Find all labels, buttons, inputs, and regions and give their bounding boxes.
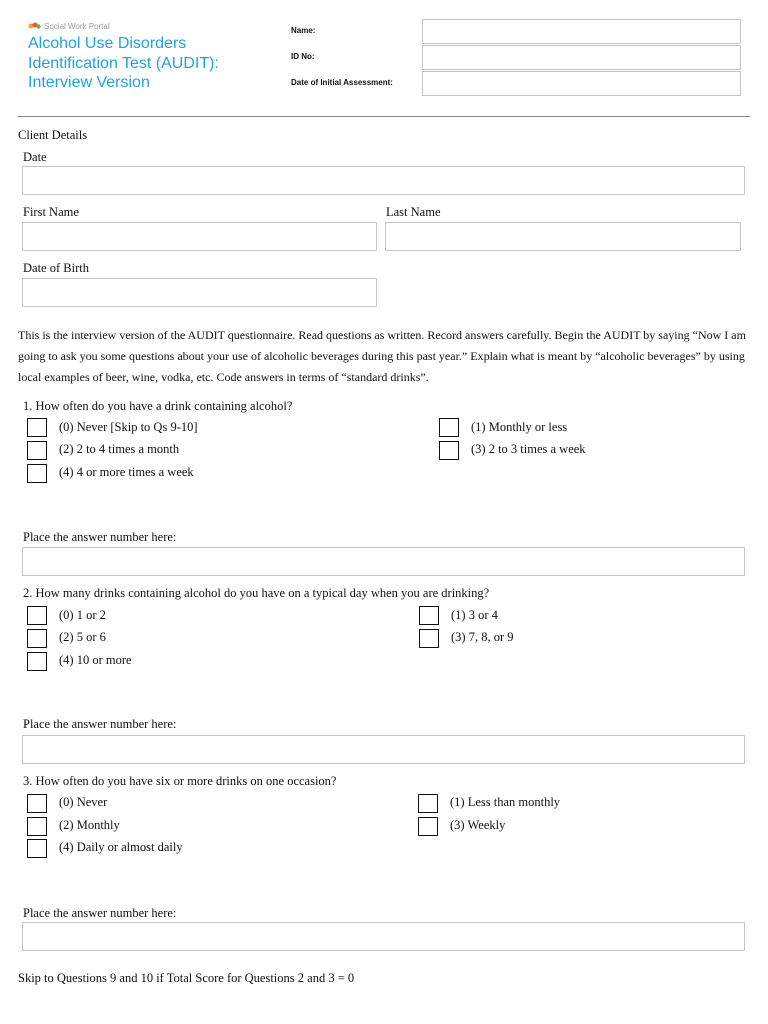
q2-option-2-checkbox[interactable]	[27, 629, 47, 648]
question-1-text: 1. How often do you have a drink containing alcohol?	[23, 399, 293, 413]
q3-answer-label: Place the answer number here:	[23, 906, 177, 920]
q3-answer-field[interactable]	[22, 922, 745, 951]
title-line-1: Alcohol Use Disorders	[28, 35, 187, 52]
q2-option-0-checkbox[interactable]	[27, 606, 47, 625]
q1-option-2-label: (2) 2 to 4 times a month	[59, 442, 180, 456]
question-3-text: 3. How often do you have six or more drinks on one occasion?	[23, 774, 337, 788]
first-name-field[interactable]	[22, 222, 377, 251]
assessment-date-field[interactable]	[422, 71, 741, 96]
header-divider	[18, 116, 750, 117]
q3-option-4-checkbox[interactable]	[27, 839, 47, 858]
q1-option-0-checkbox[interactable]	[27, 418, 47, 437]
q2-option-4-label: (4) 10 or more	[59, 653, 132, 667]
date-label: Date	[23, 150, 47, 164]
q1-answer-label: Place the answer number here:	[23, 530, 177, 544]
name-field[interactable]	[422, 19, 741, 44]
question-2-text: 2. How many drinks containing alcohol do you have on a typical day when you are drinking?	[23, 586, 490, 600]
q2-option-2-label: (2) 5 or 6	[59, 630, 106, 644]
client-details-heading: Client Details	[18, 128, 88, 142]
page-title	[28, 34, 278, 93]
q1-option-2-checkbox[interactable]	[27, 441, 47, 460]
q3-option-1-label: (1) Less than monthly	[450, 795, 561, 809]
q2-option-3-label: (3) 7, 8, or 9	[451, 630, 514, 644]
q2-option-4-checkbox[interactable]	[27, 652, 47, 671]
q2-answer-field[interactable]	[22, 735, 745, 764]
q1-answer-field[interactable]	[22, 547, 745, 576]
q1-option-4-label: (4) 4 or more times a week	[59, 465, 194, 479]
q2-option-1-checkbox[interactable]	[419, 606, 439, 625]
name-label: Name:	[291, 26, 316, 35]
instructions-text: This is the interview version of the AUDIT questionnaire. Read questions as written. Record answers carefully. Begin the AUDIT by saying “Now I am going to ask you some questions about your use of alcoholic beverages during this past year.” Explain what is meant by “alcoholic beverages” by using local examples of beer, wine, vodka, etc. Code answers in terms of “standard drinks”.	[18, 328, 746, 384]
q3-option-0-label: (0) Never	[59, 795, 108, 809]
title-line-2: Identification Test (AUDIT):	[28, 54, 219, 72]
q3-option-1-checkbox[interactable]	[418, 794, 438, 813]
q1-option-3-checkbox[interactable]	[439, 441, 459, 460]
q1-option-1-label: (1) Monthly or less	[471, 420, 568, 434]
q3-option-0-checkbox[interactable]	[27, 794, 47, 813]
q1-option-0-label: (0) Never [Skip to Qs 9-10]	[59, 420, 198, 434]
first-name-label: First Name	[23, 205, 79, 219]
id-label: ID No:	[291, 52, 315, 61]
q2-option-3-checkbox[interactable]	[419, 629, 439, 648]
q3-option-2-checkbox[interactable]	[27, 817, 47, 836]
dob-field[interactable]	[22, 278, 377, 307]
last-name-label: Last Name	[386, 205, 441, 219]
q1-option-3-label: (3) 2 to 3 times a week	[471, 442, 586, 456]
q3-option-2-label: (2) Monthly	[59, 818, 120, 832]
date-field[interactable]	[22, 166, 745, 195]
q2-option-1-label: (1) 3 or 4	[451, 608, 498, 622]
title-line-3: Interview Version	[28, 74, 150, 91]
q2-answer-label: Place the answer number here:	[23, 717, 177, 731]
q1-option-1-checkbox[interactable]	[439, 418, 459, 437]
q3-option-3-label: (3) Weekly	[450, 818, 506, 832]
logo	[28, 20, 128, 32]
logo-icon	[28, 21, 41, 31]
q3-option-3-checkbox[interactable]	[418, 817, 438, 836]
q2-option-0-label: (0) 1 or 2	[59, 608, 106, 622]
last-name-field[interactable]	[385, 222, 741, 251]
q3-option-4-label: (4) Daily or almost daily	[59, 840, 183, 854]
id-field[interactable]	[422, 45, 741, 70]
dob-label: Date of Birth	[23, 261, 89, 275]
logo-text: Social Work Portal	[44, 21, 110, 31]
q1-option-4-checkbox[interactable]	[27, 464, 47, 483]
skip-instruction: Skip to Questions 9 and 10 if Total Score for Questions 2 and 3 = 0	[18, 971, 355, 985]
assessment-date-label: Date of Initial Assessment:	[291, 78, 393, 87]
